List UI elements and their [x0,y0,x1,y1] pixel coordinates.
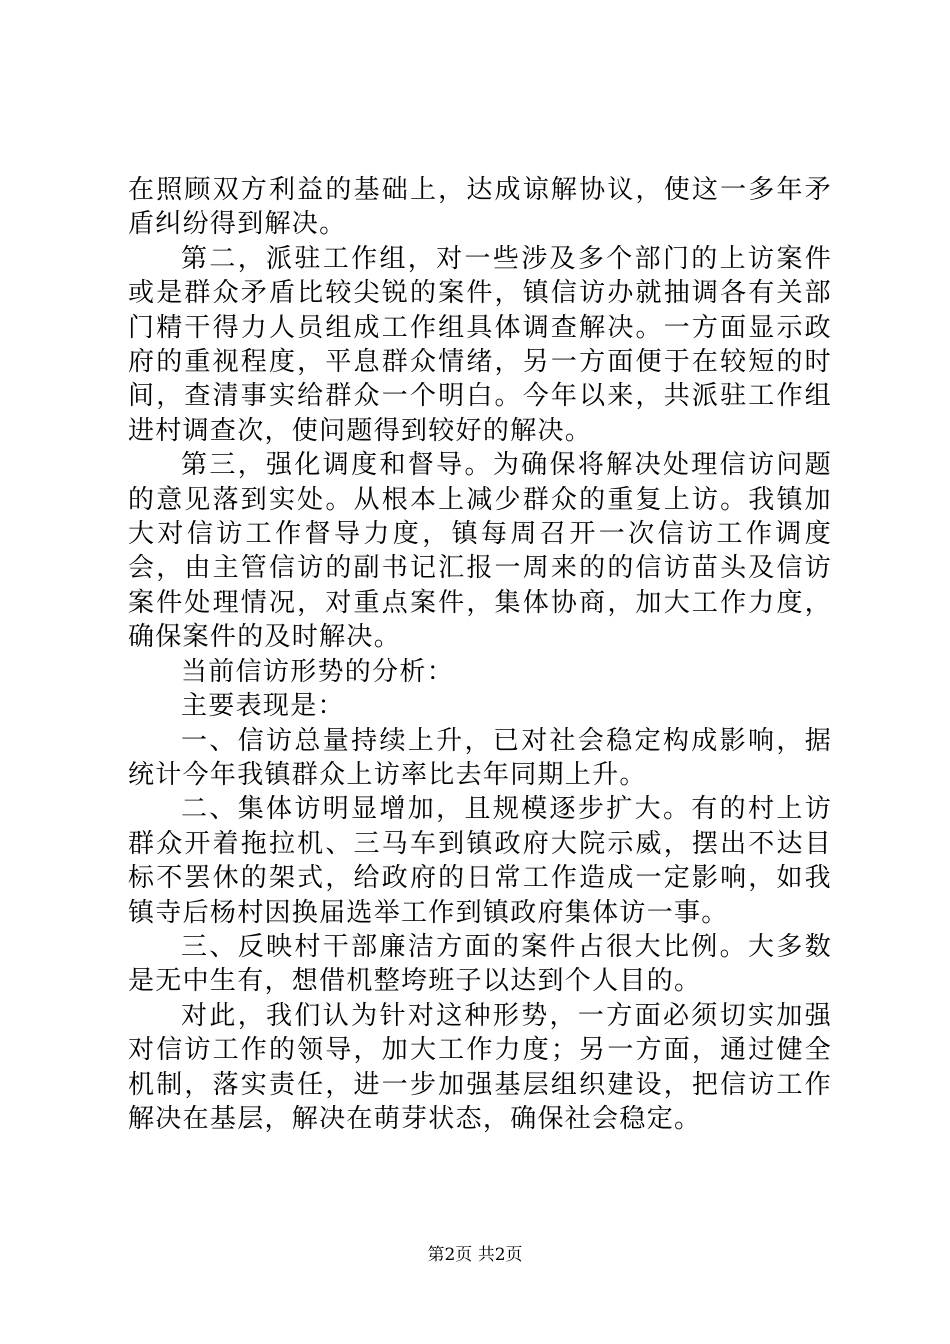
paragraph-second-measure: 第二，派驻工作组，对一些涉及多个部门的上访案件或是群众矛盾比较尖锐的案件，镇信访办就抽调各有关部门精干得力人员组成工作组具体调查解决。一方面显示政府的重视程度，平息群众情绪，另一方面便于在较短的时间，查清事实给群众一个明白。今年以来，共派驻工作组进村调查次，使问题得到较好的解决。 [128,243,832,446]
document-body [128,173,832,1136]
paragraph-continuation: 在照顾双方利益的基础上，达成谅解协议，使这一多年矛盾纠纷得到解决。 [128,175,832,240]
paragraph-point-one: 一、信访总量持续上升，已对社会稳定构成影响，据统计今年我镇群众上访率比去年同期上升。 [128,725,832,790]
paragraph-conclusion: 对此，我们认为针对这种形势，一方面必须切实加强对信访工作的领导，加大工作力度；另一方面，通过健全机制，落实责任，进一步加强基层组织建设，把信访工作解决在基层，解决在萌芽状态，确保社会稳定。 [128,1000,832,1134]
page-number-footer: 第2页 共2页 [427,1245,523,1265]
paragraph-situation-heading: 当前信访形势的分析： [181,656,455,687]
paragraph-point-three: 三、反映村干部廉洁方面的案件占很大比例。大多数是无中生有，想借机整垮班子以达到个人目的。 [128,931,832,997]
paragraph-main-manifestations: 主要表现是： [181,691,345,722]
paragraph-third-measure: 第三，强化调度和督导。为确保将解决处理信访问题的意见落到实处。从根本上减少群众的重复上访。我镇加大对信访工作督导力度，镇每周召开一次信访工作调度会，由主管信访的副书记汇报一周来的的信访苗头及信访案件处理情况，对重点案件，集体协商，加大工作力度，确保案件的及时解决。 [128,450,832,653]
paragraph-point-two: 二、集体访明显增加，且规模逐步扩大。有的村上访群众开着拖拉机、三马车到镇政府大院示威，摆出不达目标不罢休的架式，给政府的日常工作造成一定影响，如我镇寺后杨村因换届选举工作到镇政府集体访一事。 [128,794,832,928]
